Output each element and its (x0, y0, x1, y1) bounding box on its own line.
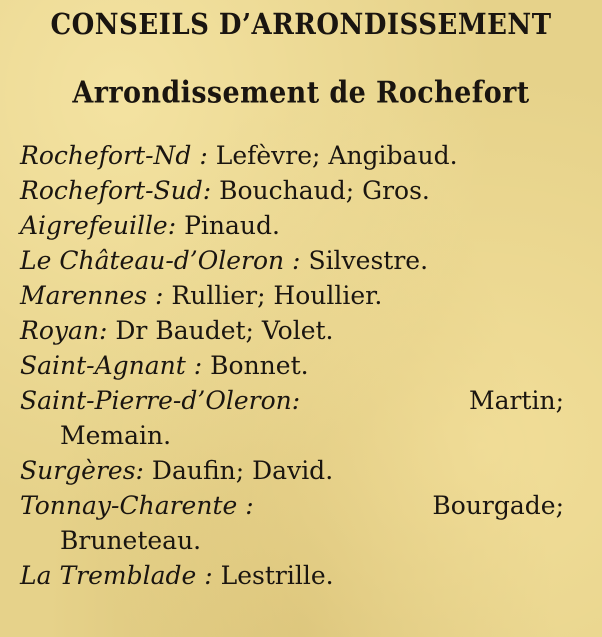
council-members: Martin; (468, 386, 564, 415)
page-title: CONSEILS D’ARRONDISSEMENT (50, 8, 552, 42)
council-members: Pinaud. (184, 211, 280, 240)
list-item (20, 453, 592, 488)
list-item (20, 243, 592, 278)
list-item (20, 208, 592, 243)
council-members: Lestrille. (220, 561, 334, 590)
list-item (20, 488, 592, 523)
list-item (20, 173, 592, 208)
canton-name: Surgères: (20, 456, 152, 485)
council-members: Silvestre. (308, 246, 429, 275)
canton-name: Saint-Pierre-d’Oleron: (20, 386, 301, 415)
list-item-continuation (20, 523, 592, 558)
list-item (20, 558, 592, 593)
council-members: Bonnet. (210, 351, 309, 380)
list-item (20, 278, 592, 313)
council-members: Lefèvre; Angibaud. (215, 141, 458, 170)
canton-name: Rochefort-Nd : (20, 141, 216, 170)
council-list (20, 138, 592, 593)
canton-name: Rochefort-Sud: (20, 176, 220, 205)
canton-name: Tonnay-Charente : (20, 491, 254, 520)
list-item (20, 383, 592, 418)
list-item (20, 313, 592, 348)
canton-name: Le Château-d’Oleron : (20, 246, 309, 275)
canton-name: Marennes : (20, 281, 172, 310)
council-members-continued: Memain. (60, 421, 172, 450)
list-item (20, 348, 592, 383)
canton-name: Saint-Agnant : (20, 351, 211, 380)
list-item (20, 138, 592, 173)
canton-name: La Tremblade : (20, 561, 221, 590)
canton-name: Royan: (20, 316, 116, 345)
council-members: Daufin; David. (151, 456, 334, 485)
council-members: Bouchaud; Gros. (219, 176, 430, 205)
council-members: Dr Baudet; Volet. (115, 316, 334, 345)
canton-name: Aigrefeuille: (20, 211, 185, 240)
council-members-continued: Bruneteau. (60, 526, 202, 555)
list-item-continuation (20, 418, 592, 453)
section-subtitle: Arrondissement de Rochefort (72, 76, 530, 111)
council-members: Rullier; Houllier. (171, 281, 383, 310)
council-members: Bourgade; (432, 491, 564, 520)
